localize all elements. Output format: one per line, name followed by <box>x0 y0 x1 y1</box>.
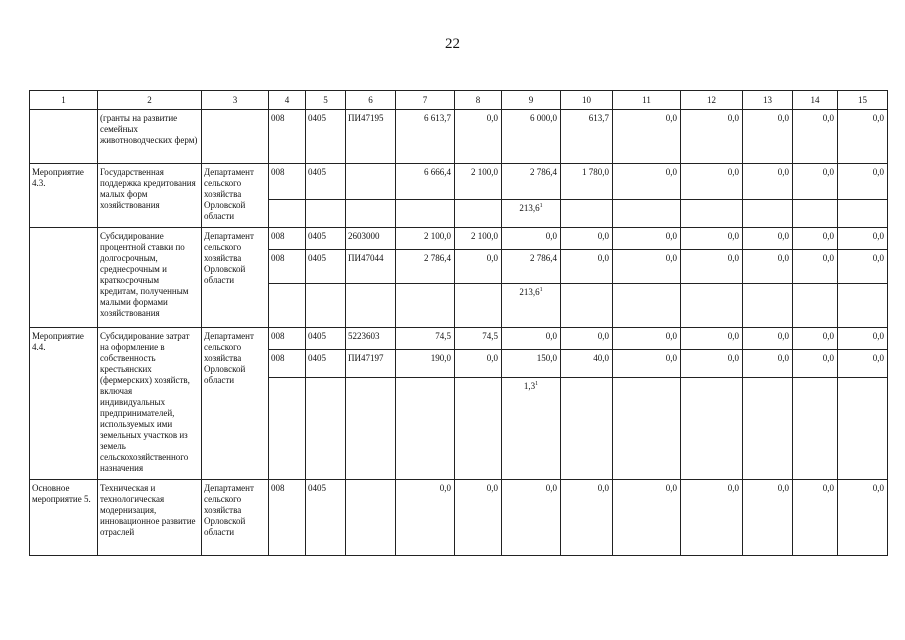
name-cell: Техническая и технологическая модернизация, инновационное развитие отраслей <box>98 480 202 556</box>
value-cell: 2 100,0 <box>455 228 502 250</box>
code-cell <box>346 164 396 200</box>
value-cell: 74,5 <box>455 328 502 350</box>
value-cell: 0,0 <box>613 164 681 200</box>
header-cell: 14 <box>793 91 838 110</box>
code-cell: 0405 <box>306 328 346 350</box>
code-cell: 0405 <box>306 228 346 250</box>
dept-cell: Департамент сельского хозяйства Орловской области <box>202 328 269 480</box>
value-cell: 0,0 <box>396 480 455 556</box>
table-row <box>30 228 888 250</box>
table-row <box>30 328 888 350</box>
header-cell: 13 <box>743 91 793 110</box>
budget-table <box>29 90 888 556</box>
value-cell: 0,0 <box>793 250 838 284</box>
value-cell: 0,0 <box>455 480 502 556</box>
footnote-mark: 1 <box>539 287 543 293</box>
value-cell: 0,0 <box>561 228 613 250</box>
value-cell: 0,0 <box>793 164 838 200</box>
note-cell <box>502 200 561 228</box>
value-cell: 0,0 <box>613 328 681 350</box>
value-cell: 0,0 <box>838 350 888 378</box>
header-cell: 6 <box>346 91 396 110</box>
header-cell: 8 <box>455 91 502 110</box>
footnote-mark: 1 <box>535 381 539 387</box>
value-cell: 0,0 <box>838 328 888 350</box>
value-cell: 2 786,4 <box>396 250 455 284</box>
value-cell: 0,0 <box>743 228 793 250</box>
table-row <box>30 110 888 164</box>
value-cell: 0,0 <box>455 350 502 378</box>
name-cell: Субсидирование затрат на оформление в собственность крестьянских (фермерских) хозяйств, включая индивидуальных предпринимателей, используемых ими земельных участков из земель сельскохозяйственного назначения <box>98 328 202 480</box>
value-cell: 2 100,0 <box>455 164 502 200</box>
header-cell: 5 <box>306 91 346 110</box>
header-cell: 15 <box>838 91 888 110</box>
header-cell: 12 <box>681 91 743 110</box>
value-cell: 613,7 <box>561 110 613 164</box>
code-cell: 008 <box>269 250 306 284</box>
value-cell: 0,0 <box>613 480 681 556</box>
code-cell: 0405 <box>306 250 346 284</box>
note-value: 213,6 <box>519 287 540 297</box>
value-cell: 0,0 <box>793 350 838 378</box>
code-cell: ПИ47044 <box>346 250 396 284</box>
code-cell: 008 <box>269 110 306 164</box>
table-row <box>30 164 888 200</box>
value-cell: 0,0 <box>743 110 793 164</box>
name-cell: Субсидирование процентной ставки по долгосрочным, среднесрочным и краткосрочным кредитам, полученным малыми формами хозяйствования <box>98 228 202 328</box>
code-cell: 0405 <box>306 164 346 200</box>
value-cell: 0,0 <box>502 328 561 350</box>
label-cell: Основное мероприятие 5. <box>30 480 98 556</box>
code-cell: 0405 <box>306 480 346 556</box>
value-cell: 0,0 <box>681 480 743 556</box>
value-cell: 74,5 <box>396 328 455 350</box>
value-cell: 0,0 <box>681 328 743 350</box>
value-cell: 0,0 <box>613 250 681 284</box>
code-cell: 0405 <box>306 110 346 164</box>
header-cell: 4 <box>269 91 306 110</box>
label-cell: Мероприятие 4.4. <box>30 328 98 480</box>
header-cell: 1 <box>30 91 98 110</box>
value-cell: 0,0 <box>613 110 681 164</box>
value-cell: 0,0 <box>681 250 743 284</box>
note-cell <box>502 378 561 480</box>
value-cell: 0,0 <box>793 480 838 556</box>
value-cell: 0,0 <box>793 328 838 350</box>
code-cell: ПИ47197 <box>346 350 396 378</box>
value-cell: 0,0 <box>838 110 888 164</box>
value-cell: 40,0 <box>561 350 613 378</box>
code-cell: ПИ47195 <box>346 110 396 164</box>
code-cell: 008 <box>269 164 306 200</box>
dept-cell <box>202 110 269 164</box>
value-cell: 0,0 <box>561 328 613 350</box>
value-cell: 150,0 <box>502 350 561 378</box>
note-cell <box>502 284 561 328</box>
label-cell: Мероприятие 4.3. <box>30 164 98 228</box>
value-cell: 0,0 <box>838 164 888 200</box>
value-cell: 0,0 <box>502 480 561 556</box>
value-cell: 0,0 <box>681 110 743 164</box>
footnote-mark: 1 <box>539 203 543 209</box>
header-cell: 7 <box>396 91 455 110</box>
value-cell: 0,0 <box>561 250 613 284</box>
value-cell: 1 780,0 <box>561 164 613 200</box>
value-cell: 0,0 <box>838 228 888 250</box>
value-cell: 0,0 <box>743 164 793 200</box>
code-cell: 008 <box>269 328 306 350</box>
value-cell: 0,0 <box>838 250 888 284</box>
value-cell: 2 786,4 <box>502 164 561 200</box>
dept-cell: Департамент сельского хозяйства Орловской области <box>202 164 269 228</box>
value-cell: 190,0 <box>396 350 455 378</box>
value-cell: 6 000,0 <box>502 110 561 164</box>
value-cell: 6 613,7 <box>396 110 455 164</box>
dept-cell: Департамент сельского хозяйства Орловской области <box>202 480 269 556</box>
header-cell: 3 <box>202 91 269 110</box>
value-cell: 0,0 <box>613 228 681 250</box>
value-cell: 0,0 <box>793 228 838 250</box>
value-cell: 0,0 <box>681 350 743 378</box>
value-cell: 0,0 <box>455 110 502 164</box>
value-cell: 0,0 <box>838 480 888 556</box>
value-cell: 2 100,0 <box>396 228 455 250</box>
value-cell: 6 666,4 <box>396 164 455 200</box>
header-cell: 2 <box>98 91 202 110</box>
value-cell: 0,0 <box>793 110 838 164</box>
code-cell: 5223603 <box>346 328 396 350</box>
code-cell: 008 <box>269 350 306 378</box>
code-cell: 0405 <box>306 350 346 378</box>
value-cell: 2 786,4 <box>502 250 561 284</box>
dept-cell: Департамент сельского хозяйства Орловской области <box>202 228 269 328</box>
code-cell: 008 <box>269 228 306 250</box>
name-cell: (гранты на развитие семейных животноводческих ферм) <box>98 110 202 164</box>
header-cell: 10 <box>561 91 613 110</box>
note-value: 1,3 <box>523 381 536 391</box>
header-row <box>30 91 888 110</box>
value-cell: 0,0 <box>743 328 793 350</box>
name-cell: Государственная поддержка кредитования малых форм хозяйствования <box>98 164 202 228</box>
code-cell: 008 <box>269 480 306 556</box>
value-cell: 0,0 <box>561 480 613 556</box>
value-cell: 0,0 <box>502 228 561 250</box>
value-cell: 0,0 <box>743 350 793 378</box>
value-cell: 0,0 <box>743 480 793 556</box>
value-cell: 0,0 <box>681 164 743 200</box>
page-number: 22 <box>445 36 460 52</box>
header-cell: 11 <box>613 91 681 110</box>
label-cell <box>30 110 98 164</box>
header-cell: 9 <box>502 91 561 110</box>
value-cell: 0,0 <box>743 250 793 284</box>
value-cell: 0,0 <box>681 228 743 250</box>
table-row <box>30 480 888 556</box>
note-value: 213,6 <box>519 203 540 213</box>
code-cell: 2603000 <box>346 228 396 250</box>
label-cell <box>30 228 98 328</box>
value-cell: 0,0 <box>613 350 681 378</box>
code-cell <box>346 480 396 556</box>
value-cell: 0,0 <box>455 250 502 284</box>
